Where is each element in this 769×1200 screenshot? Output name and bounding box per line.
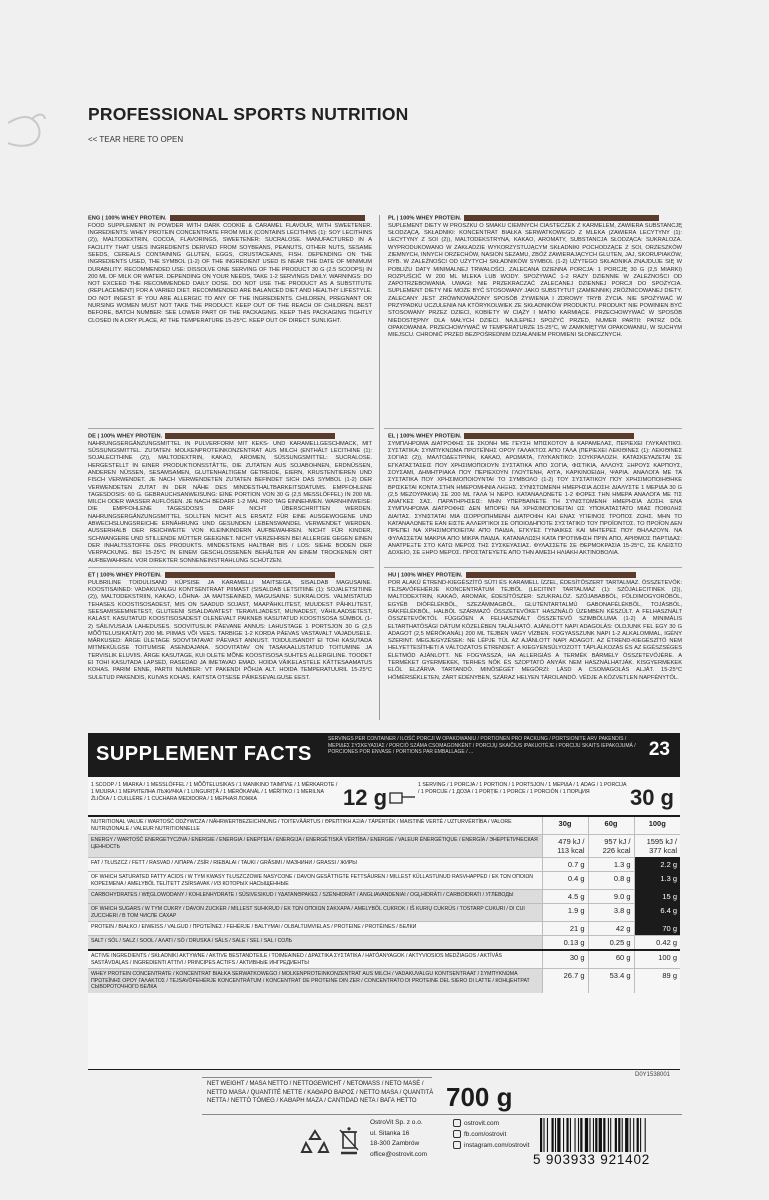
scoop-label: 1 SCOOP / 1 MIARKA / 1 MESSLÖFFEL / 1 MÕÕTELUSIKAS / 1 ΜΑΝΙΚΙΝΟ ΤΑΙΜΠΛΕ / 1 MĒRKAROTE / 1 MIJURA / 1 МЕРИТЕЛНА ЛЪЖИЧКА / 1 LINGURIȚĂ / 1 MÉRŐKANÁL / 1 MĚŘÍTKO / 1 MERILNA ŽLIČKA / 1 CUILLÈRE / 1 CUCHARA MEDIDORA / 1 МЕРНАЯ ЛОЖКА xyxy=(91,782,338,802)
accent-bar xyxy=(464,433,634,439)
net-weight-value: 700 g xyxy=(446,1082,513,1112)
table-cell: 1595 kJ / 377 kcal xyxy=(634,835,680,858)
divider xyxy=(384,428,682,429)
lang-block-eng xyxy=(88,215,372,425)
table-cell: 0.13 g xyxy=(542,936,588,951)
lang-block-de xyxy=(88,433,372,563)
website-link[interactable] xyxy=(453,1118,529,1129)
table-cell-label: WHEY PROTEIN CONCENTRATE / KONCENTRAT BIAŁKA SERWATKOWEGO / MOLKENPROTEINKONZENTRAT AUS MILCH / VADAKUVALGU KONTSENTRAAT / ΣΥΜΠΥΚΝΩΜΑ ΠΡΩΤΕΪΝΗΣ ΟΡΟΥ ΓΑΛΑΚΤΟΣ / TEJSAVÓFEHÉRJE KONCENTRÁTUM / KONCENTRAT DE PROTEINE DIN ZER / CONCENTRATO DI PROTEINE DEL SIERO DI LATTE / КОНЦЕНТРАТ СЫВОРОТОЧНОГО БЕЛКА xyxy=(88,969,542,993)
divider xyxy=(88,428,374,429)
table-cell: 70 g xyxy=(634,922,680,936)
table-row xyxy=(88,969,680,993)
table-cell-label: CARBOHYDRATES / WĘGLOWODANY / KOHLENHYDRATE / SÜSIVESIKUD / ΥΔΑΤΑΝΘΡΑΚΕΣ / SZÉNHIDRÁT / ANGLIAVANDENIAI / OGĻHIDRĀTI / CARBOIDRATI / УГЛЕВОДЫ xyxy=(88,890,542,904)
table-cell: 0.25 g xyxy=(588,936,634,951)
column-divider xyxy=(379,215,380,720)
table-row xyxy=(88,872,680,890)
production-code: D0Y1538001 xyxy=(635,1072,671,1078)
table-row xyxy=(88,936,680,951)
table-cell: 6.4 g xyxy=(634,904,680,922)
lang-block-el xyxy=(388,433,682,563)
table-cell: 30g xyxy=(542,816,588,835)
lang-block-et xyxy=(88,572,372,720)
lang-text-et: PULBRILINE TOIDULISAND KÜPSISE JA KARAMELLI MAITSEGA, SISALDAB MAGUSAINE. KOOSTISAINED: VADAKUVALGU KONTSENTRAAT PIIMAST (SISALDAB LETSITIINE (1): SOJALETSITIINE (2)), MALTODEKSTRIIN, KAKAO, LÕHNA- JA MAITSEAINED, MAGUSAINE: SUKRALOOS. VALMISTATUD TEHASES KOOSTISOSADEST, MIS ON SAADUD SOJAST, MAAPÄHKLITEST, MUUDEST PÄHKLITEST, SEESAMISEEMNETEST, GLUTEENI SISALDAVATEST TERAVILJADEST, MUNADEST, VÄHILAADSETEST, KALAST. KASUTATUD KOOSTISOSADEST OLENEVALT PAIKNEB KASUTATUD KOOSTISOSA SÜMBOL (1-2) SÄILIVUSAJA LAHEDUSES. SOOVITUSLIK PÄEVANE ANNUS: LAHUSTAGE 1 PORTSJON 30 G (2,5 MÕÕTELUSIKATÄIT) 200 ML PIIMAS VÕI VEES. TARBIGE 1-2 KORDA PÄEVAS VASTAVALT VAJADUSELE. MÄRKUSED: ÄRGE ÜLETAGE SOOVITATAVAT PÄEVAST ANNUST. TOIDULISANDIT EI TOHI KASUTADA MITMEKÜLGSE TOITUMISE ASENDAJANA. SOOVITATAV ON TASAKAALUSTATUD TOITUMINE JA TERVISLIK ELUVIIS. ÄRGE KASUTAGE, KUI OLETE MÕNE KOOSTISOSA SUHTES ALLERGILINE. TOODET EI TOHI KASUTADA LAPSED, RASEDAD JA IMETAVAD EMAD. HOIDA VÄIKELASTELE KÄTTESAAMATUS KOHAS. PARIM ENNE, PARTII NUMBER: VT PAKENDI PÕHJA ALT. HOIDA TEMPERATUURIL 15-25°C SULETUD PAKENDIS, KUIVAS KOHAS. KAITSTA OTSESE PÄIKESEVALGUSE EEST. xyxy=(88,579,372,681)
page-title: PROFESSIONAL SPORTS NUTRITION xyxy=(88,104,409,124)
table-cell: 42 g xyxy=(588,922,634,936)
table-cell: 9.0 g xyxy=(588,890,634,904)
accent-bar xyxy=(464,215,659,221)
table-cell-label: SALT / SÓL / SALZ / SOOL / ΑΛΑΤΙ / SÓ / DRUSKA / SĀLS / SALE / SEL / SAL / СОЛЬ xyxy=(88,936,542,951)
lang-code-pl: PL | 100% WHEY PROTEIN. xyxy=(388,215,462,222)
tear-notch-icon xyxy=(8,105,46,165)
lang-text-eng: FOOD SUPPLEMENT IN POWDER WITH DARK COOKIE & CARAMEL FLAVOUR, WITH SWEETENER. INGREDIENTS: WHEY PROTEIN CONCENTRATE FROM MILK (CONTAINS LECITHINS (1): SOY LECITHINS (2)), MALTODEXTRIN, COCOA, FLAVORINGS, SWEETENER: SUCRALOSE. MANUFACTURED IN A FACILITY THAT USES INGREDIENTS DERIVED FROM SOYBEANS, PEANUTS, OTHER NUTS, SESAME SEEDS, CEREALS CONTAINING GLUTEN, EGGS, CRUSTACEANS, FISH. DEPENDING ON THE INGREDIENTS USED, THE SYMBOL (1-2) OF THE INGREDIENT USED IS NEAR THE DATE OF MINIMUM DURABILITY. RECOMMENDED USE: DISSOLVE ONE SERVING OF THE PRODUCT 30 G (2.5 SCOOPS) IN 200 ML OF MILK OR WATER. DEPENDING ON YOUR NEEDS, TAKE 1-2 SERVINGS DAILY. WARNINGS: DO NOT EXCEED THE RECOMMENDED DAILY DOSE. DO NOT USE THE PRODUCT AS A SUBSTITUTE (REPLACEMENT) FOR A VARIED DIET. RECOMMENDED ARE BALANCED DIET AND HEALTHY LIFESTYLE. DO NOT INGEST IF YOU ARE ALLERGIC TO ANY OF THE INGREDIENTS. CHILDREN, PREGNANT OR NURSING WOMEN MUST NOT TAKE THE PRODUCT. KEEP OUT OF THE REACH OF CHILDREN. BEST BEFORE, BATCH NUMBER: SEE LOWER PART OF THE PACKAGING. KEEP THIS PACKAGING TIGHTLY CLOSED IN A DRY PLACE, AT THE TEMPERATURE 15-25°C. KEEP OUT OF DIRECT SUNLIGHT. xyxy=(88,222,372,324)
table-row xyxy=(88,816,680,835)
net-weight-label: NET WEIGHT / MASA NETTO / NETTOGEWICHT / NETOMASS / NETO MASĖ / NETTO MASA / QUANTITÉ NETTE / ΚΑΘΑΡΟ ΒΑΡΟΣ / NETTO MASA / QUANTITÀ NETTA / NETTÓ TÖMEG / ΚΑΘΑΡΗ ΜΑΖΑ / CANTIDAD NETA / ВАГА НЕТТО xyxy=(207,1081,434,1104)
table-cell: 0.8 g xyxy=(588,872,634,890)
table-cell: 1.9 g xyxy=(542,904,588,922)
table-cell: 100g xyxy=(634,816,680,835)
table-cell: 89 g xyxy=(634,969,680,993)
table-cell: 60 g xyxy=(588,950,634,969)
table-cell: 30 g xyxy=(542,950,588,969)
accent-bar xyxy=(165,572,335,578)
scoop-icon xyxy=(388,790,416,806)
divider xyxy=(88,567,374,568)
servings-count: 23 xyxy=(648,739,670,760)
table-cell: 3.8 g xyxy=(588,904,634,922)
lang-text-de: NAHRUNGSERGÄNZUNGSMITTEL IN PULVERFORM MIT KEKS- UND KARAMELLGESCHMACK, MIT SÜSSUNGSMITTEL. ZUTATEN: MOLKENPROTEINKONZENTRAT AUS MILCH (ENTHÄLT LECITHINE (1): SOJALECITHINE (2)), MALTODEXTRIN, KAKAO, AROMEN, SÜSSUNGSMITTEL: SUCRALOSE. HERGESTELLT IN EINER PRODUKTIONSSTÄTTE, DIE ZUTATEN AUS SOJABOHNEN, ERDNÜSSEN, ANDEREN NÜSSEN, SESAMSAMEN, GLUTENHALTIGEM GETREIDE, EIERN, KRUSTENTIEREN UND FISCH VERWENDET. JE NACH VERWENDETEN ZUTATEN BEFINDET SICH DAS SYMBOL (1-2) DER VERWENDETEN ZUTAT IN DER NÄHE DES MINDESTHALTBARKEITSDATUMS. EMPFOHLENE TAGESDOSIS: 60 G. GEBRAUCHSANWEISUNG: EINE PORTION VON 30 G (2,5 MESSLÖFFEL) IN 200 ML MILCH ODER WASSER AUFLÖSEN. JE NACH BEDARF 1-2 MAL PRO TAG EINNEHMEN. WARNHINWEISE: DIE EMPFOHLENE TAGESDOSIS DARF NICHT ÜBERSCHRITTEN WERDEN. NAHRUNGSERGÄNZUNGSMITTEL SOLLTEN NICHT ALS ERSATZ FÜR EINE AUSGEWOGENE UND ABWECHSLUNGSREICHE ERNÄHRUNG UND GESUNDEN LEBENSWANDEL VERWENDET WERDEN. AUSSERHALB DER REICHWEITE VON KLEINKINDERN AUFBEWAHREN. NICHT FÜR KINDER, SCHWANGERE UND STILLENDE MÜTTER GEEIGNET. NICHT VERZEHREN BEI ALLERGIE GEGEN EINEN DER INHALTSSTOFFE DES PRODUKTS. MINDESTENS HALTBAR BIS / LOS: SIEHE BODEN DER VERPACKUNG. BEI 15-25°C IN EINEM GESCHLOSSENEN BEHÄLTER AN EINEM TROCKENEN ORT AUFBEWAHREN. VOR DIREKTER SONNENEINSTRAHLUNG SCHÜTZEN. xyxy=(88,440,372,563)
table-cell-label: NUTRITIONAL VALUE / WARTOŚĆ ODŻYWCZA / NÄHRWERTBEZEICHNUNG / TOITEVÄÄRTUS / ΘΡΕΠΤΙΚΗ ΑΞΙΑ / TÁPÉRTÉK / MAISTINĖ VERTĖ / UZTURVĒRTĪBA / VALORE NUTRIZIONALE / VALEUR NUTRITIONNELLE xyxy=(88,816,542,835)
table-cell: 1.3 g xyxy=(588,858,634,872)
table-cell: 0.7 g xyxy=(542,858,588,872)
servings-label: SERVINGS PER CONTAINER / ILOŚĆ PORCJI W OPAKOWANIU / PORTIONEN PRO PACKUNG / PORTSIONITE ARV PAKENDIS / ΜΕΡΙΔΕΣ ΣΥΣΚΕΥΑΣΙΑΣ / PORCIÓ SZÁMA CSOMAGONKÉNT / PORCIJŲ SKAIČIUS IPAKUOTĖJE / PORCIJU SKAITS IEPAKOJUMĀ / PORCIONES POR ENVASE / PORTIONS PAR EMBALLAGE / ... xyxy=(328,736,636,755)
company-address xyxy=(370,1118,427,1160)
accent-bar xyxy=(170,215,365,221)
accent-bar xyxy=(165,433,335,439)
table-row xyxy=(88,922,680,936)
divider xyxy=(202,1077,432,1078)
table-cell: 479 kJ / 113 kcal xyxy=(542,835,588,858)
facts-table-area xyxy=(88,777,680,1069)
table-cell: 26.7 g xyxy=(542,969,588,993)
table-cell: 60g xyxy=(588,816,634,835)
lang-code-eng: ENG | 100% WHEY PROTEIN. xyxy=(88,215,167,222)
lang-code-hu: HU | 100% WHEY PROTEIN. xyxy=(388,572,463,579)
scoop-weight: 12 g xyxy=(343,785,388,810)
table-row xyxy=(88,904,680,922)
lang-text-hu: POR ALAKÚ ÉTREND-KIEGÉSZÍTŐ SÜTI ÉS KARAMELL ÍZZEL, ÉDESÍTŐSZERT TARTALMAZ. ÖSSZETEVŐK: TEJSAVÓFEHÉRJE KONCENTRÁTUM TEJBŐL (LECITINT TARTALMAZ (1): SZÓJALECITINEK (2)), MALTODEXTRIN, KAKAÓ, AROMÁK, ÉDESÍTŐSZER: SZUKRALÓZ. SZÓJABABBÓL, FÖLDIMOGYORÓBÓL, EGYÉB DIÓFÉLÉKBŐL, SZEZÁMMAGBÓL, GLUTÉNTARTALMÚ GABONAFÉLÉKBŐL, TOJÁSBÓL, RÁKFÉLÉKBŐL, HALBÓL SZÁRMAZÓ ÖSSZETEVŐKET HASZNÁLÓ ÜZEMBEN KÉSZÜLT. A FELHASZNÁLT ÖSSZETEVŐKTŐL FÜGGŐEN A FELHASZNÁLT ÖSSZETEVŐ SZIMBÓLUMA (1-2) A MINIMÁLIS ELTARTHATÓSÁGI DÁTUM KÖZELÉBEN TALÁLHATÓ. AJÁNLOTT NAPI ADAGOLÁS: OLDJUNK FEL EGY 30 G ADAGOT (2,5 MÉRŐKANÁL) 200 ML TEJBEN VAGY VÍZBEN. FOGYASSZUNK NAPI 1-2 ALKALOMMAL, IGÉNY SZERINT. MEGJEGYZÉSEK: NE LÉPJE TÚL AZ AJÁNLOTT NAPI ADAGOT. AZ ÉTREND-KIEGÉSZÍTŐ NEM HELYETTESÍTHETI A VÁLTOZATOS ÉTRENDET. A KIEGYENSÚLYOZOTT TÁPLÁLKOZÁS ÉS AZ EGÉSZSÉGES ÉLETMÓD AJÁNLOTT. NE FOGYASSZA, HA ALLERGIÁS A TERMÉK BÁRMELY ÖSSZETEVŐJÉRE. A TERMÉKET GYERMEKEK, TERHES NŐK ÉS SZOPTATÓ ANYÁK NEM HASZNÁLHATJÁK. KISGYERMEKEK ELŐL ELZÁRVA TARTANDÓ. MINŐSÉGÉT MEGŐRZI: LÁSD A CSOMAGOLÁS ALJÁT. 15-25°C HŐMÉRSÉKLETEN, ZÁRT EDÉNYBEN, SZÁRAZ HELYEN TÁROLANDÓ. VÉDJE A KÖZVETLEN NAPFÉNYTŐL. xyxy=(388,579,682,681)
table-row xyxy=(88,890,680,904)
supplement-facts-panel xyxy=(88,733,680,1070)
lang-text-el: ΣΥΜΠΛΗΡΩΜΑ ΔΙΑΤΡΟΦΗΣ ΣΕ ΣΚΟΝΗ ΜΕ ΓΕΥΣΗ ΜΠΙΣΚΟΤΟΥ & ΚΑΡΑΜΕΛΑΣ, ΠΕΡΙΕΧΕΙ ΓΛΥΚΑΝΤΙΚΟ. ΣΥΣΤΑΤΙΚΑ: ΣΥΜΠΥΚΝΩΜΑ ΠΡΩΤΕΪΝΗΣ ΟΡΟΥ ΓΑΛΑΚΤΟΣ ΑΠΟ ΓΑΛΑ (ΠΕΡΙΕΧΕΙ ΛΕΚΙΘΙΝΕΣ (1): ΛΕΚΙΘΙΝΕΣ ΣΟΓΙΑΣ (2)), ΜΑΛΤΟΔΕΞΤΡΙΝΗ, ΚΑΚΑΟ, ΑΡΩΜΑΤΑ, ΓΛΥΚΑΝΤΙΚΟ: ΣΟΥΚΡΑΛΟΖΗ. ΚΑΤΑΣΚΕΥΑΖΕΤΑΙ ΣΕ ΕΓΚΑΤΑΣΤΑΣΕΙΣ ΠΟΥ ΧΡΗΣΙΜΟΠΟΙΟΥΝ ΣΥΣΤΑΤΙΚΑ ΑΠΟ ΣΟΓΙΑ, ΦΙΣΤΙΚΙΑ, ΑΛΛΟΥΣ ΞΗΡΟΥΣ ΚΑΡΠΟΥΣ, ΣΟΥΣΑΜΙ, ΔΗΜΗΤΡΙΑΚΑ ΠΟΥ ΠΕΡΙΕΧΟΥΝ ΓΛΟΥΤΕΝΗ, ΑΥΓΑ, ΚΑΡΚΙΝΟΕΙΔΗ, ΨΑΡΙΑ. ΑΝΑΛΟΓΑ ΜΕ ΤΑ ΣΥΣΤΑΤΙΚΑ ΠΟΥ ΧΡΗΣΙΜΟΠΟΙΟΥΝΤΑΙ ΤΟ ΣΥΜΒΟΛΟ (1-2) ΤΟΥ ΣΥΣΤΑΤΙΚΟΥ ΠΟΥ ΧΡΗΣΙΜΟΠΟΙΗΘΗΚΕ ΒΡΙΣΚΕΤΑΙ ΚΟΝΤΑ ΣΤΗΝ ΗΜΕΡΟΜΗΝΙΑ ΛΗΞΗΣ. ΣΥΝΙΣΤΩΜΕΝΗ ΗΜΕΡΗΣΙΑ ΔΟΣΗ: ΔΙΑΛΥΣΤΕ 1 ΜΕΡΙΔΑ 30 G (2,5 ΜΕΖΟΥΡΑΚΙΑ) ΣΕ 200 ML ΓΑΛΑ Ή ΝΕΡΟ. ΚΑΤΑΝΑΛΩΝΕΤΕ 1-2 ΦΟΡΕΣ ΤΗΝ ΗΜΕΡΑ ΑΝΑΛΟΓΑ ΜΕ ΤΙΣ ΑΝΑΓΚΕΣ ΣΑΣ. ΠΑΡΑΤΗΡΗΣΕΙΣ: ΜΗΝ ΥΠΕΡΒΑΙΝΕΤΕ ΤΗ ΣΥΝΙΣΤΩΜΕΝΗ ΗΜΕΡΗΣΙΑ ΔΟΣΗ. ΕΝΑ ΣΥΜΠΛΗΡΩΜΑ ΔΙΑΤΡΟΦΗΣ ΔΕΝ ΜΠΟΡΕΙ ΝΑ ΧΡΗΣΙΜΟΠΟΙΕΙΤΑΙ ΩΣ ΥΠΟΚΑΤΑΣΤΑΤΟ ΜΙΑΣ ΠΟΙΚΙΛΗΣ ΔΙΑΙΤΑΣ. ΣΥΝΙΣΤΑΤΑΙ ΜΙΑ ΙΣΟΡΡΟΠΗΜΕΝΗ ΔΙΑΤΡΟΦΗ ΚΑΙ ΕΝΑΣ ΥΓΙΕΙΝΟΣ ΤΡΟΠΟΣ ΖΩΗΣ. ΜΗΝ ΤΟ ΚΑΤΑΝΑΛΩΝΕΤΕ ΕΑΝ ΕΙΣΤΕ ΑΛΛΕΡΓΙΚΟΙ ΣΕ ΟΠΟΙΟΔΗΠΟΤΕ ΣΥΣΤΑΤΙΚΟ ΤΟΥ ΠΡΟΪΟΝΤΟΣ. ΤΟ ΠΡΟΪΟΝ ΔΕΝ ΠΡΕΠΕΙ ΝΑ ΧΡΗΣΙΜΟΠΟΙΕΙΤΑΙ ΑΠΟ ΠΑΙΔΙΑ, ΕΓΚΥΕΣ ΓΥΝΑΙΚΕΣ ΚΑΙ ΜΗΤΕΡΕΣ ΠΟΥ ΘΗΛΑΖΟΥΝ. ΝΑ ΦΥΛΑΣΣΕΤΑΙ ΜΑΚΡΙΑ ΑΠΟ ΜΙΚΡΑ ΠΑΙΔΙΑ. ΚΑΤΑΝΑΛΩΣΗ ΚΑΤΑ ΠΡΟΤΙΜΗΣΗ ΠΡΙΝ ΑΠΟ, ΑΡΙΘΜΟΣ ΠΑΡΤΙΔΑΣ: ΑΝΑΤΡΕΞΤΕ ΣΤΟ ΚΑΤΩ ΜΕΡΟΣ ΤΗΣ ΣΥΣΚΕΥΑΣΙΑΣ. ΦΥΛΑΣΣΕΤΕ ΣΕ ΘΕΡΜΟΚΡΑΣΙΑ 15-25°C, ΣΕ ΚΛΕΙΣΤΟ ΔΟΧΕΙΟ, ΣΕ ΞΗΡΟ ΜΕΡΟΣ. ΠΡΟΣΤΑΤΕΥΕΤΕ ΑΠΟ ΤΗΝ ΑΜΕΣΗ ΗΛΙΑΚΗ ΑΚΤΙΝΟΒΟΛΙΑ. xyxy=(388,440,682,557)
table-row xyxy=(88,858,680,872)
tear-here-label[interactable]: << TEAR HERE TO OPEN xyxy=(88,135,184,144)
table-row xyxy=(88,835,680,858)
table-cell-label: OF WHICH SUGARS / W TYM CUKRY / DAVON ZUCKER / MILLEST SUHKRUD / ΕΚ ΤΩΝ ΟΠΟΙΩΝ ΣΑΚΧΑΡΑ / AMELYBŐL CUKROK / IŠ KURIŲ CUKRŪS / TOSTARP CUKURI / DI CUI ZUCCHERI / В ТОМ ЧИСЛЕ САХАР xyxy=(88,904,542,922)
company-city: 18-300 Zambrów xyxy=(370,1140,420,1147)
facts-title: SUPPLEMENT FACTS xyxy=(96,743,312,765)
instagram-icon xyxy=(453,1141,461,1149)
recycle-icon xyxy=(300,1127,330,1157)
globe-icon xyxy=(453,1119,461,1127)
table-cell: 0.4 g xyxy=(542,872,588,890)
table-cell: 21 g xyxy=(542,922,588,936)
lang-code-de: DE | 100% WHEY PROTEIN. xyxy=(88,433,163,440)
trash-bin-icon xyxy=(338,1126,360,1158)
serving-label: 1 SERVING / 1 PORCJA / 1 PORTION / 1 PORTSJON / 1 ΜΕΡΙΔΑ / 1 ADAG / 1 PORCIJA / 1 PORCIJE / 1 ДОЗА / 1 PORȚIE / 1 PORCE / 1 PORCIÓN / 1 ПОРЦИЯ xyxy=(418,782,627,795)
divider xyxy=(384,567,682,568)
table-row xyxy=(88,950,680,969)
company-email[interactable]: office@ostrovit.com xyxy=(370,1150,428,1158)
table-cell: 4.5 g xyxy=(542,890,588,904)
instagram-link[interactable] xyxy=(453,1140,529,1151)
website-label: ostrovit.com xyxy=(464,1120,500,1127)
divider xyxy=(202,1114,682,1115)
table-cell-label: PROTEIN / BIAŁKO / EIWEISS / VALGUD / ΠΡΩΤΕΪΝΕΣ / FEHÉRJE / BALTYMAI / OLBALTUMVIELAS / PROTEINE / PROTÉINES / БЕЛКИ xyxy=(88,922,542,936)
table-cell: 15 g xyxy=(634,890,680,904)
lang-text-pl: SUPLEMENT DIETY W PROSZKU O SMAKU CIEMNYCH CIASTECZEK Z KARMELEM, ZAWIERA SUBSTANCJĘ SŁODZĄCĄ. SKŁADNIKI: KONCENTRAT BIAŁKA SERWATKOWEGO Z MLEKA (ZAWIERA LECYTYNY (1): LECYTYNY Z SOI (2)), MALTODEKSTRYNA, KAKAO, AROMATY, SUBSTANCJA SŁODZĄCA: SUKRALOZA. WYPRODUKOWANO W ZAKŁADZIE WYKORZYSTUJĄCYM SKŁADNIKI POCHODZĄCE Z SOI, ORZESZKÓW ZIEMNYCH, INNYCH ORZECHÓW, NASION SEZAMU, ZBÓŻ ZAWIERAJĄCYCH GLUTEN, JAJ, SKORUPIAKÓW, RYB. W ZALEŻNOŚCI OD UŻYTYCH SKŁADNIKÓW SYMBOL (1-2) UŻYTEGO SKŁADNIKA ZNAJDUJE SIĘ W POBLIŻU DATY MINIMALNEJ TRWAŁOŚCI. ZALECANA DZIENNA PORCJA: 1 PORCJĘ 30 G (2,5 MIARKI) ROZPUŚCIĆ W 200 ML MLEKA LUB WODY. SPOŻYWAĆ 1-2 RAZY DZIENNIE W ZALEŻNOŚCI OD ZAPOTRZEBOWANIA. UWAGI: NIE PRZEKRACZAĆ ZALECANEJ DZIENNEJ PORCJI DO SPOŻYCIA. SUPLEMENT DIETY NIE MOŻE BYĆ STOSOWANY JAKO SUBSTYTUT (ZAMIENNIK) ZRÓŻNICOWANEJ DIETY. ZALECANY JEST ZRÓWNOWAŻONY SPOSÓB ŻYWIENIA I ZDROWY TRYB ŻYCIA. NIE SPOŻYWAĆ W PRZYPADKU UCZULENIA NA KTÓRYKOLWIEK ZE SKŁADNIKÓW PRODUKTU. PRODUKT NIE POWINIEN BYĆ STOSOWANY PRZEZ DZIECI, KOBIETY W CIĄŻY I MATKI KARMIĄCE. PRZECHOWYWAĆ W SPOSÓB NIEDOSTĘPNY DLA MAŁYCH DZIECI. NAJLEPIEJ SPOŻYĆ PRZED, NUMER PARTII: PATRZ DÓŁ OPAKOWANIA. PRZECHOWYWAĆ W TEMPERATURZE 15-25°C, W ZAMKNIĘTYM OPAKOWANIU, W SUCHYM MIEJSCU. CHRONIĆ PRZED BEZPOŚREDNIM DZIAŁANIEM PROMIENI SŁONECZNYCH. xyxy=(388,222,682,339)
nutrition-table xyxy=(88,815,680,993)
barcode-number: 5 903933 921402 xyxy=(533,1152,651,1167)
table-cell: 100 g xyxy=(634,950,680,969)
table-cell-label: FAT / TŁUSZCZ / FETT / RASVAD / ΛΙΠΑΡΑ / ZSÍR / RIEBALAI / TAUKI / GRĂSIMI / МАЗНИНИ / GRASSI / ЖИРЫ xyxy=(88,858,542,872)
lang-block-hu xyxy=(388,572,682,720)
table-cell: 957 kJ / 226 kcal xyxy=(588,835,634,858)
facebook-label: fb.com/ostrovit xyxy=(464,1131,507,1138)
accent-bar xyxy=(466,572,636,578)
facebook-icon xyxy=(453,1130,461,1138)
table-cell-label: OF WHICH SATURATED FATTY ACIDS / W TYM KWASY TŁUSZCZOWE NASYCONE / DAVON GESÄTTIGTE FETTSÄUREN / MILLEST KÜLLASTUNUD RASVHAPPED / ΕΚ ΤΩΝ ΟΠΟΙΩΝ ΚΟΡΕΣΜΕΝΑ / AMELYBŐL TELÍTETT ZSÍRSAVAK / ИЗ КОТОРЫХ НАСЫЩЕННЫЕ xyxy=(88,872,542,890)
facebook-link[interactable] xyxy=(453,1129,529,1140)
lang-code-el: EL | 100% WHEY PROTEIN. xyxy=(388,433,462,440)
table-cell-label: ENERGY / WARTOŚĆ ENERGETYCZNA / ENERGIE / ENERGIA / ΕΝΕΡΓΕΙΑ / ENERGIJA / ENERGĒTISKĀ VĒRTĪBA / ENERGIE / VALEUR ÉNERGÉTIQUE / ENERGÍA / ЭНЕРГЕТИЧЕСКАЯ ЦЕННОСТЬ xyxy=(88,835,542,858)
company-street: ul. Sitanka 16 xyxy=(370,1129,410,1137)
table-cell-label: ACTIVE INGREDIENTS / SKŁADNIKI AKTYWNE / AKTIVE BESTANDTEILE / TOIMEAINED / ΔΡΑΣΤΙΚΑ ΣΥΣΤΑΤΙΚΑ / HATÓANYAGOK / AKTYVIOSIOS MEDŽIAGOS / AKTĪVĀS SASTĀVDAĻAS / INGREDIENTI ATTIVI / PRINCIPES ACTIFS / АКТИВНЫЕ ИНГРЕДИЕНТЫ xyxy=(88,950,542,969)
company-name: OstroVit Sp. z o.o. xyxy=(370,1119,423,1126)
table-cell: 1.3 g xyxy=(634,872,680,890)
serving-weight: 30 g xyxy=(629,785,674,810)
table-cell: 0.42 g xyxy=(634,936,680,951)
table-cell: 2.2 g xyxy=(634,858,680,872)
social-links xyxy=(453,1118,529,1151)
lang-code-et: ET | 100% WHEY PROTEIN. xyxy=(88,572,162,579)
instagram-label: instagram.com/ostrovit xyxy=(464,1142,530,1149)
lang-block-pl xyxy=(388,215,682,425)
barcode xyxy=(540,1118,682,1152)
table-cell: 53.4 g xyxy=(588,969,634,993)
